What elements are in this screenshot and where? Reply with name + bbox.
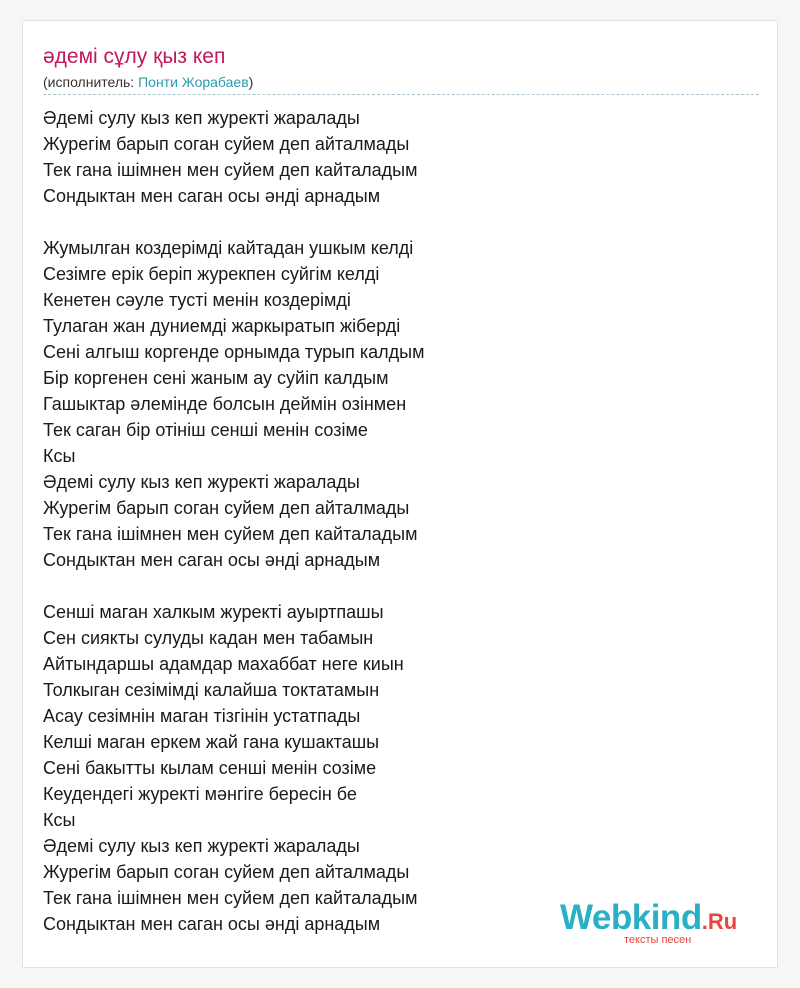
- logo-wordmark: [560, 898, 737, 938]
- stanza-break: [43, 573, 759, 599]
- lyric-line: Әдемі сулу кыз кеп журекті жаралады: [43, 472, 360, 492]
- title-divider: [43, 94, 759, 95]
- lyric-line: Жумылган коздерімді кайтадан ушкым келді: [43, 238, 414, 258]
- lyrics-text: [43, 105, 759, 937]
- lyric-line: Сенші маган халкым журекті ауыртпашы: [43, 602, 384, 622]
- lyric-line: Тулаган жан дуниемді жаркыратып жіберді: [43, 316, 401, 336]
- lyric-line: Бір коргенен сені жаным ау суйіп калдым: [43, 368, 389, 388]
- stanza-break: [43, 209, 759, 235]
- lyric-line: Тек гана ішімнен мен суйем деп кайталадым: [43, 160, 418, 180]
- lyric-line: Журегім барып соган суйем деп айталмады: [43, 862, 410, 882]
- lyric-line: Келші маган еркем жай гана кушакташы: [43, 732, 380, 752]
- artist-line: [43, 74, 253, 90]
- lyric-line: Сені бакытты кылам сенші менін созіме: [43, 758, 377, 778]
- lyric-line: Сезімге ерік беріп журекпен суйгім келді: [43, 264, 380, 284]
- lyric-line: Гашыктар әлемінде болсын деймін озінмен: [43, 394, 407, 414]
- lyric-line: Тек саган бір отініш сенші менін созіме: [43, 420, 368, 440]
- lyric-line: Сен сиякты сулуды кадан мен табамын: [43, 628, 374, 648]
- logo-main-text: Webkind: [560, 898, 702, 937]
- lyric-line: Журегім барып соган суйем деп айталмады: [43, 498, 410, 518]
- lyric-line: Айтындаршы адамдар махаббат неге киын: [43, 654, 404, 674]
- lyric-line: Тек гана ішімнен мен суйем деп кайталадым: [43, 524, 418, 544]
- lyric-line: Әдемі сулу кыз кеп журекті жаралады: [43, 108, 360, 128]
- lyric-line: Сондыктан мен саган осы әнді арнадым: [43, 914, 381, 934]
- webkind-logo[interactable]: [560, 898, 760, 950]
- lyric-line: Тек гана ішімнен мен суйем деп кайталадым: [43, 888, 418, 908]
- lyric-line: Асау сезімнін маган тізгінін устатпады: [43, 706, 361, 726]
- lyric-line: Сені алгыш коргенде орнымда турып калдым: [43, 342, 425, 362]
- song-title: әдемі сұлу қыз кеп: [43, 45, 226, 68]
- lyric-line: Кеудендегі журекті мәнгіге бересін бе: [43, 784, 357, 804]
- logo-tagline: тексты песен: [624, 934, 692, 946]
- artist-link[interactable]: Понти Жорабаев: [138, 74, 249, 90]
- artist-suffix: ): [248, 74, 254, 90]
- lyrics-card: [22, 20, 778, 968]
- lyric-line: Әдемі сулу кыз кеп журекті жаралады: [43, 836, 360, 856]
- lyric-line: Толкыган сезімімді калайша токтатамын: [43, 680, 380, 700]
- lyric-line: Сондыктан мен саган осы әнді арнадым: [43, 186, 381, 206]
- lyric-line: Кенетен сәуле тусті менін коздерімді: [43, 290, 351, 310]
- artist-prefix: (исполнитель:: [43, 74, 139, 90]
- logo-suffix: .Ru: [701, 909, 738, 934]
- lyric-line: Ксы: [43, 810, 76, 830]
- lyric-line: Ксы: [43, 446, 76, 466]
- lyric-line: Журегім барып соган суйем деп айталмады: [43, 134, 410, 154]
- lyric-line: Сондыктан мен саган осы әнді арнадым: [43, 550, 381, 570]
